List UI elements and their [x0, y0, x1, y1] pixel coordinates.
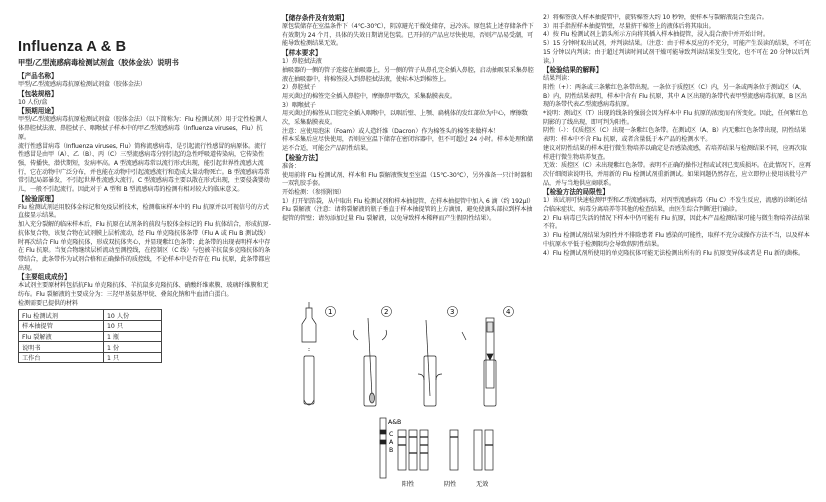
paragraph: 检测需要已提供的材料: [18, 299, 78, 307]
paragraph: 开始检测：（参照附图）: [282, 188, 345, 196]
table-row: [19, 321, 162, 332]
paragraph: 流行性感冒病毒（Influenza viruses, Flu）简称流感病毒，是引起流行性感冒的病原体。流行性感冒是由甲（A）、乙（B）、丙（C）三型流感病毒分别引起的急性呼吸道传染病，它传染性强，传播快，潜伏期短，发病率高。A 型流感病毒常以流行形式出现，能引起世界性流感大流行，它在动物中广泛分布，并也能在动物中引起流感流行和造成大量动物死亡。B 型流感病毒常常引起局部暴发，不引起世界性流感大流行。C 型流感病毒主要以散在形式出现，主要侵袭婴幼儿，一般不引起流行。因此对于 A 型和 B 型流感病毒的检测有相对较大的临床意义。: [18, 142, 270, 194]
result-invalid-label: 无效: [476, 481, 489, 488]
procedure-illustration: [290, 300, 540, 500]
zone-label-c: C: [389, 431, 394, 438]
components-table: [18, 309, 162, 363]
paragraph: 甲型/乙型流感病毒抗原检测试剂盒（胶体金法）（以下简称为：Flu 检测试剂）用于定性检测人体鼻腔拭法液、鼻腔拭子、咽喉拭子样本中的甲乙型流感病毒（Influenza viruses，Flu）抗原。: [18, 116, 268, 141]
component-qty: 1 瓶: [104, 331, 162, 342]
paragraph: 3）用手指捏样本抽提管壁，尽量挤干棉签上的液体后将其取出。: [543, 22, 715, 30]
component-name: Flu 检测试剂: [19, 310, 104, 321]
section-heading: 【检验原理】: [18, 194, 58, 203]
paragraph: 1）该试剂可快速检测甲型和乙型流感病毒，对丙型流感病毒（Flu C）不发生反应，流感的诊断还结合临床症状、病毒分离培养等其他的检查结果，由医生综合判断进行确诊。: [543, 197, 808, 214]
paragraph: 使用前将 Flu 检测试剂、样本和 Flu 裂解液恢复至室温（15℃-30℃），另外准备一只计时器和一双乳胶手套。: [282, 171, 533, 188]
component-qty: 1 份: [104, 342, 162, 353]
section-heading: 【包装规格】: [18, 89, 58, 98]
paragraph: 4）按 Flu 检测试剂上箭头所示方向将其插入样本抽提管，浸入混合液中并开始计时。: [543, 31, 769, 39]
paragraph: 3）咽喉拭子: [282, 101, 316, 109]
table-row: [19, 331, 162, 342]
paragraph: 1）鼻腔拭法液: [282, 58, 322, 66]
document-subtitle: 甲型/乙型流感病毒检测试剂盒（胶体金法）说明书: [18, 58, 179, 67]
paragraph: 3）Flu 检测试剂结果为阴性并不排除患者 Flu 感染的可能性，取样不充分或操作方法不当，以及样本中抗原水平低于检测限均会导致假阴性结果。: [543, 232, 810, 248]
table-row: [19, 310, 162, 321]
column-right-body: [543, 14, 811, 258]
component-qty: 10 人份: [104, 310, 162, 321]
section-heading: 【样本要求】: [282, 49, 322, 58]
paragraph: 甲型/乙型流感病毒抗原检测试剂盒（胶体金法）: [18, 81, 146, 88]
paragraph: 2）Flu 病毒已失活的情况下样本中仍可能有 Flu 抗原，因此本产品检测结果可能与微生物培养法结果不符。: [543, 214, 810, 231]
paragraph: 4）Flu 检测试剂所使用的单克隆抗体可能无法检测出所有的 Flu 抗原变异体或者是 Flu 新的菌株。: [543, 249, 805, 257]
component-name: Flu 裂解液: [19, 331, 104, 342]
component-name: 工作台: [19, 352, 104, 363]
section-heading: 【储存条件及有效期】: [282, 14, 348, 22]
table-row: [19, 342, 162, 353]
section-heading: 【预期用途】: [18, 107, 58, 116]
section-heading: 【产品名称】: [18, 72, 58, 80]
step4-strip-icon: [462, 318, 496, 406]
component-name: 说明书: [19, 342, 104, 353]
paragraph: 原包装储存在室温条件下（4℃-30℃），阴凉避光干燥处储存，忌冷冻。原包装上述存储条件下有效期为 24 个月，具体的失效日期请见包装。已开封的产品应尽快使用，否则产品易受潮，可能导致检测结果无效。: [282, 23, 534, 48]
paragraph: 结果判读：: [543, 75, 573, 83]
column-right: [543, 14, 811, 502]
paragraph: 5）15 分钟时取出试剂，并判读结果。（注意：由于样本反应的不充分，可能产生误读的结果，不可在 15 分钟以内判读；由于超过判读时间试剂干燥可能导致判读结果发生变化，也不可在 20 分钟以后判读。）: [543, 40, 811, 65]
paragraph: 无效：质控区（C）未出现紫红色条带。表明不正确的操作过程或试剂已变质损坏。在此情况下，应再次仔细阅读说明书，并用新的 Flu 检测试剂重新测试。如果问题仍然存在，应立即停止使用该批号产品，并与当地供应商联系。: [543, 162, 811, 187]
paragraph: 用灭菌过的棉签完全插入鼻腔中，摩擦鼻甲数次，采集黏膜表皮。: [282, 92, 456, 100]
step-number-3: 3: [450, 308, 455, 316]
zone-label-b: B: [389, 447, 394, 454]
table-row: [19, 352, 162, 363]
section-heading: 【主要组成成份】: [18, 273, 71, 282]
component-qty: 1 只: [104, 352, 162, 363]
paragraph: 用灭菌过的棉签从口腔完全插入咽喉中，以咽后壁、上颚、扁桃体的发红部位为中心，摩擦数次，采集黏膜表皮。: [282, 110, 528, 127]
paragraph: 建议对阴性结果的样本进行微生物培养以确定是否感染流感，若培养结果与检测结果不同，应再次取样进行微生物培养复查。: [543, 144, 807, 161]
section-heading: 【检验结果的解释】: [543, 66, 603, 75]
paragraph: 1）打开铝箔袋，从中取出 Flu 检测试剂和样本抽提管，在样本抽提管中加入 6 滴（约 192μl）Flu 裂解液（注意：请将裂解液的瓶子垂直于样本抽提管的上方滴加，避免使滴头部拉到样本抽提管的管壁；请勿添加过量 Flu 裂解液，以免导致样本稀释而产生假阴性结果）。: [282, 197, 534, 223]
paragraph: *说明：测试区（T）出现的线条的强弱会因为样本中 Flu 抗原的浓度而有所变化。因此，任何紫红色阴影的了线出现，即可判为阳性。: [543, 110, 808, 126]
component-name: 样本抽提管: [19, 321, 104, 332]
step-number-1: 1: [328, 308, 333, 316]
zone-label-a: A: [389, 439, 394, 446]
result-positive-label: 阳性: [402, 481, 415, 488]
paragraph: 本试剂主要原材料包括抗Flu 单克隆抗体、羊抗鼠多克隆抗体、硝酸纤维素膜、玻璃纤维膜和无纺布。Flu 裂解液的主要成分为：三羟甲基氨基甲烷、叠氮化钠和牛血清白蛋白。: [18, 282, 269, 299]
paragraph: 注意：应使用泡沫（Foam）或人造纤维（Dacron）作为棉签头的棉签来做样本！: [282, 127, 500, 135]
paragraph: 阴性（-）：仅质控区（C）出现一条紫红色条带。在测试区（A、B）内无紫红色条带出现，阴性结果表明：样本中不含 Flu 抗原，或者含量低于本产品的检测水平。: [543, 127, 807, 144]
result-negative-label: 阴性: [444, 481, 457, 488]
paragraph: 阳性（+）：两条或三条紫红色条带出现。一条位于质控区（C）内，另一条或两条位于测试区（A、B）内，阴性结果表明，样本中含有 Flu 抗原，其中 A 区出现的条带代表甲型流感病毒抗原，B 区出现的条带代表乙型流感病毒抗原。: [543, 83, 807, 109]
paragraph: 10 人份/盒: [18, 98, 48, 106]
step-number-4: 4: [506, 308, 511, 316]
paragraph: 样本采集后应尽快使用，否则应室温下储存在密闭容器中，但不可超过 24 小时。样本处理和储运不合适，可能会产品阴性结果。: [282, 136, 533, 153]
paragraph: 准备：: [282, 162, 300, 170]
document-title: Influenza A & B: [18, 39, 127, 55]
strip-zone-labels: [389, 431, 394, 454]
component-qty: 10 只: [104, 321, 162, 332]
step1-dropper-icon: [302, 302, 316, 405]
section-heading: 【检验方法】: [282, 153, 322, 162]
column-left: [18, 72, 272, 502]
paragraph: 加入充分裂解的临床样本后，Flu 抗原在试剂条的前段与胶体金标记的 Flu 抗体结合，形成抗原-抗体复合物，该复合物在试剂膜上层析流动，经 Flu 单克隆抗体条带（Flu A 或 Flu B 测试线）时再次结合 Flu 单克隆抗体，形成双抗体夹心，并显现紫红色条带；此条带的出现表明样本中存在 Flu 抗原。当复合物继续层析流动至测控线，在控制区（C 线）与包被羊抗鼠多克隆抗体的条带结合，此条带作为试剂合格和正确操作的质控线，不论样本中是否存在 Flu 抗原，此条带都应出现。: [18, 221, 271, 272]
paragraph: 2）鼻腔拭子: [282, 84, 316, 92]
paragraph: Flu 检测试剂运用胶体金标记和免疫层析技术，检测临床样本中的 Flu 抗原并以可视信号的方式直接显示结果。: [18, 203, 269, 220]
step3-squeeze-icon: [418, 320, 442, 406]
column-middle-body: [282, 14, 535, 224]
drop-label: A&B: [388, 419, 402, 426]
step-number-2: 2: [384, 308, 389, 316]
column-left-body: [18, 72, 272, 308]
section-heading: 【检验方法的局限性】: [543, 188, 609, 197]
paragraph: 2）将棉签放入样本抽提管中，旋转棉签大约 10 秒钟，使样本与裂解液混合至混合。: [543, 14, 768, 21]
step2-swab-icon: [354, 318, 387, 406]
result-strips: [380, 418, 493, 478]
paragraph: 抽吸器的一侧的管子连接在抽吸器上，另一侧的管子从鼻孔完全插入鼻腔，启动抽吸泵采集鼻腔液在抽吸器中，将棉签浸入到鼻腔拭法液，使标本达到棉签上。: [282, 66, 534, 83]
